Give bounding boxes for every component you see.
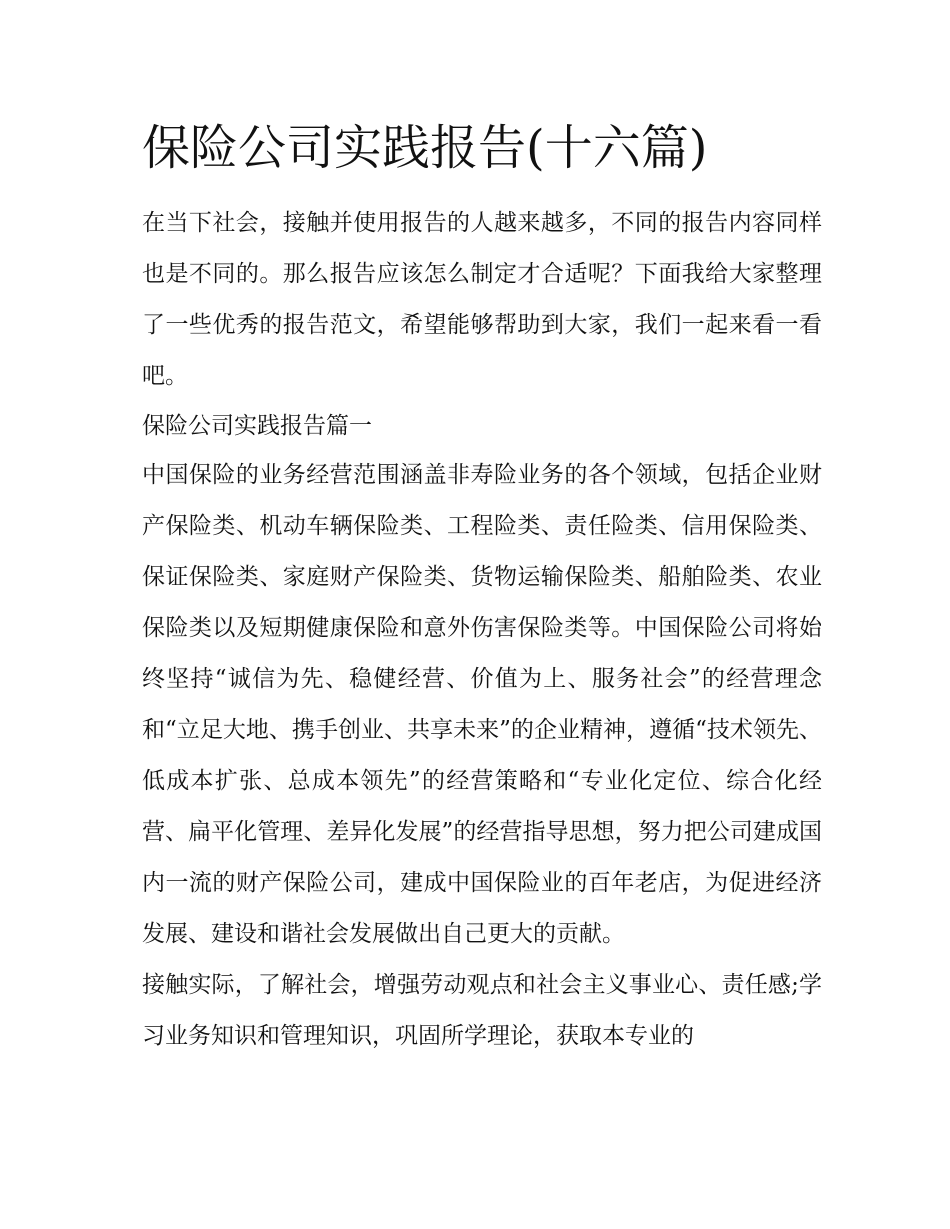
document-title: 保险公司实践报告(十六篇) [142,120,708,176]
body-paragraph-1: 中国保险的业务经营范围涵盖非寿险业务的各个领域，包括企业财产保险类、机动车辆保险类、工程险类、责任险类、信用保险类、保证保险类、家庭财产保险类、货物运输保险类、船舶险类、农业保险类以及短期健康保险和意外伤害保险类等。中国保险公司将始终坚持“诚信为先、稳健经营、价值为上、服务社会”的经营理念和“立足大地、携手创业、共享未来”的企业精神，遵循“技术领先、低成本扩张、总成本领先”的经营策略和“专业化定位、综合化经营、扁平化管理、差异化发展”的经营指导思想，努力把公司建成国内一流的财产保险公司，建成中国保险业的百年老店，为促进经济发展、建设和谐社会发展做出自己更大的贡献。 [142,462,822,947]
intro-paragraph: 在当下社会，接触并使用报告的人越来越多，不同的报告内容同样也是不同的。那么报告应该怎么制定才合适呢？下面我给大家整理了一些优秀的报告范文，希望能够帮助到大家，我们一起来看一看吧。 [142,210,822,389]
body-paragraph-2: 接触实际，了解社会，增强劳动观点和社会主义事业心、责任感;学习业务知识和管理知识，巩固所学理论，获取本专业的 [142,972,822,1049]
document-content [142,112,822,1062]
section-heading-1: 保险公司实践报告篇一 [142,413,372,439]
